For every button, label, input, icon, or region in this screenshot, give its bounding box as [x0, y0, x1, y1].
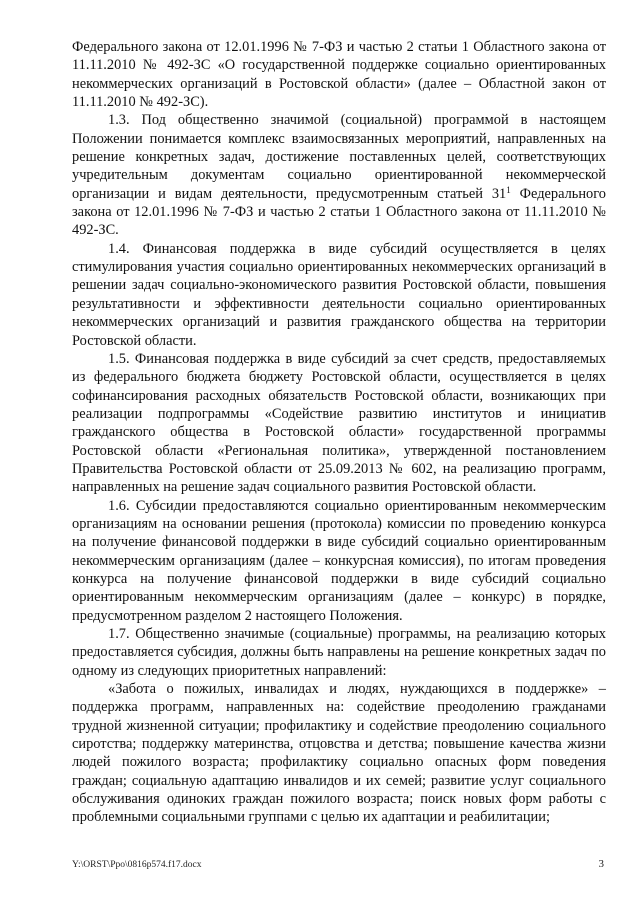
paragraph-1-5: 1.5. Финансовая поддержка в виде субсидий за счет средств, предоставляемых из федерального бюджета бюджету Ростовской области, осуществляется в целях софинансирования расходных обязательств Ростовской области, возникающих при реализации подпрограммы «Содействие развитию институтов и инициатив гражданского общества в Ростовской области» государственной программы Ростовской области «Региональная политика», утвержденной постановлением Правительства Ростовской области от 25.09.2013 № 602, на реализацию программ, направленных на решение задач социального развития Ростовской области. [72, 350, 606, 496]
paragraph-1-7: 1.7. Общественно значимые (социальные) программы, на реализацию которых предоставляется субсидия, должны быть направлены на решение конкретных задач по одному из следующих приоритетных направлений: [72, 626, 606, 679]
paragraph-1-6: 1.6. Субсидии предоставляются социально ориентированным некоммерческим организациям на основании решения (протокола) комиссии по проведению конкурса на получение финансовой поддержки в виде субсидий социально ориентированным некоммерческим организациям (далее – конкурсная комиссия), по итогам проведения конкурса на получение финансовой поддержки в виде субсидий социально ориентированным некоммерческим организациям (далее – конкурс) в порядке, предусмотренном разделом 2 настоящего Положения. [72, 497, 606, 624]
paragraph-1-3 [72, 111, 606, 239]
footer-file-path: Y:\ORST\Ppo\0816p574.f17.docx [72, 860, 202, 870]
paragraph-1-3-text-b: Федерального закона от 12.01.1996 № 7-ФЗ и частью 2 статьи 1 Областного закона от 11.11.2010 № 492-ЗС. [72, 185, 606, 239]
document-body [72, 38, 606, 827]
page-number: 3 [598, 858, 604, 870]
paragraph-priority-direction: «Забота о пожилых, инвалидах и людях, нуждающихся в поддержке» – поддержка программ, направленных на: содействие преодолению гражданами трудной жизненной ситуации; профилактику и содействие преодолению социального сиротства; поддержку материнства, отцовства и детства; повышение качества жизни людей пожилого возраста; профилактику социально опасных форм поведения граждан; социальную адаптацию инвалидов и их семей; развитие услуг социального обслуживания одиноких граждан пожилого возраста; поиск новых форм работы с проблемными социальными группами с целью их адаптации и реабилитации; [72, 681, 606, 826]
paragraph-1-4: 1.4. Финансовая поддержка в виде субсидий осуществляется в целях стимулирования участия социально ориентированных некоммерческих организаций в решении задач социально-экономического развития Ростовской области, повышения результативности и эффективности деятельности социально ориентированных некоммерческих организаций и развития гражданского общества на территории Ростовской области. [72, 240, 606, 349]
article-superscript: 1 [506, 184, 511, 195]
paragraph-1-3-text-a: 1.3. Под общественно значимой (социальной) программой в настоящем Положении понимается комплекс взаимосвязанных мероприятий, направленных на решение конкретных задач, достижение поставленных целей, соответствующих учредительным документам социально ориентированной некоммерческой организации и видам деятельности, предусмотренным статьей 31 [72, 112, 606, 202]
paragraph-continuation: Федерального закона от 12.01.1996 № 7-ФЗ и частью 2 статьи 1 Областного закона от 11.11.2010 № 492-ЗС «О государственной поддержке социально ориентированных некоммерческих организаций в Ростовской области» (далее – Областной закон от 11.11.2010 № 492-ЗС). [72, 39, 606, 111]
